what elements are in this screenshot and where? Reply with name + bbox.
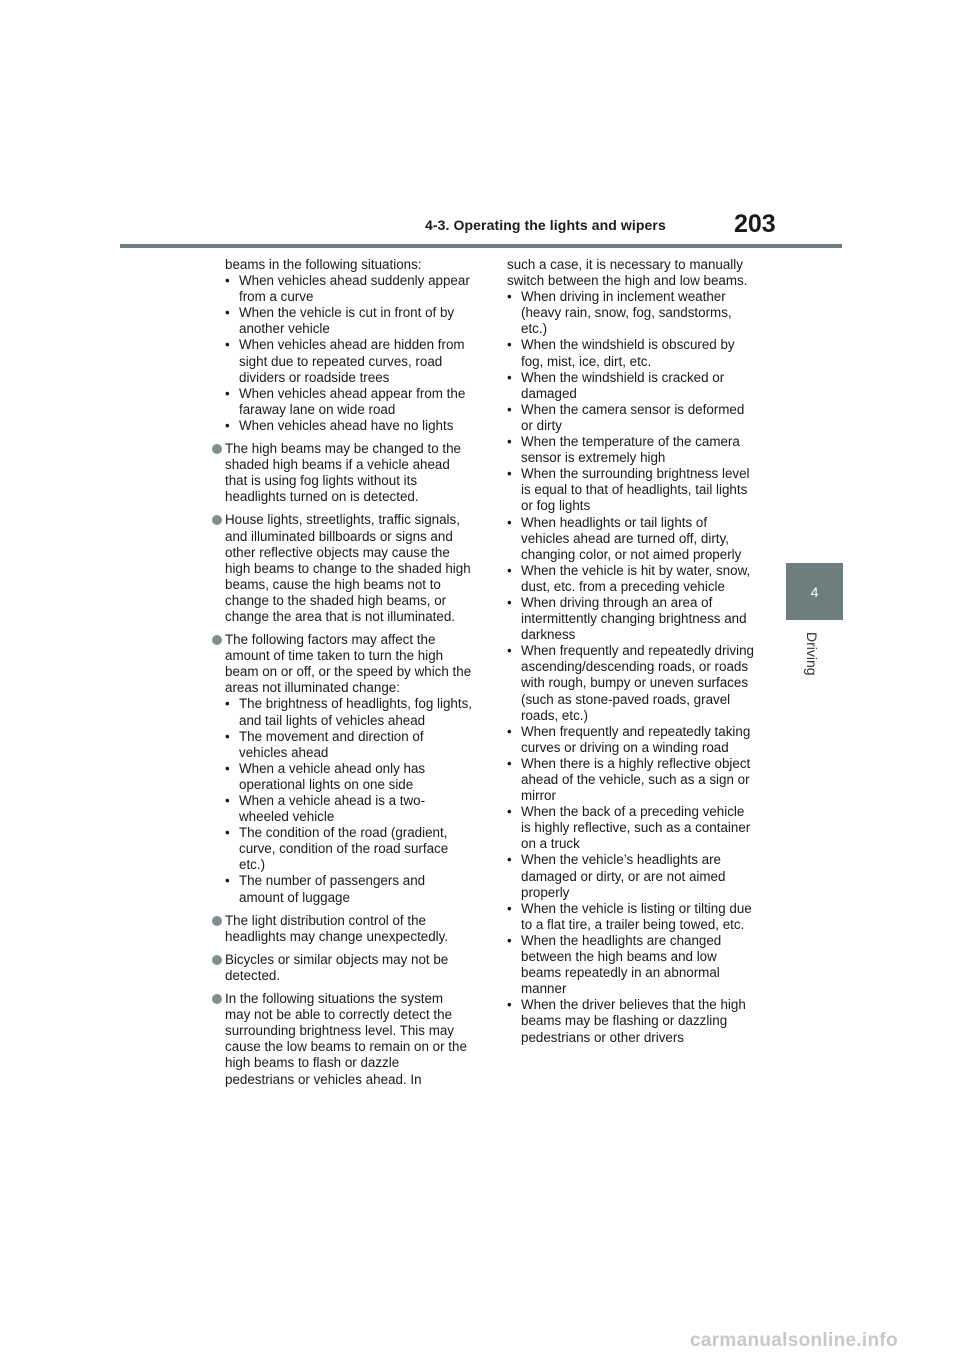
list-item: • When frequently and repeatedly driving ascending/descending roads, or roads with rough, bumpy or uneven surfaces (such as stone-paved roads, gravel roads, etc.) <box>507 643 754 723</box>
list-item: • When the windshield is obscured by fog, mist, ice, dirt, etc. <box>507 337 735 369</box>
bullet-dot-icon <box>212 515 222 525</box>
list-item: • When the back of a preceding vehicle is highly reflective, such as a container on a truck <box>507 804 751 852</box>
list-item: • When vehicles ahead appear from the faraway lane on wide road <box>225 385 466 417</box>
bullet-paragraph: In the following situations the system may not be able to correctly detect the surrounding brightness level. This may cause the low beams to remain on or the high beams to flash or dazzle pedestrians or vehicles ahead. In <box>212 991 472 1088</box>
list-item: • When the temperature of the camera sensor is extremely high <box>507 434 740 466</box>
list-item: • When there is a highly reflective object ahead of the vehicle, such as a sign or mirror <box>507 755 751 804</box>
continuation-text: such a case, it is necessary to manually switch between the high and low beams. <box>507 257 748 289</box>
list-item: • The movement and direction of vehicles ahead <box>225 728 424 760</box>
bullet-paragraph: Bicycles or similar objects may not be detected. <box>212 952 472 984</box>
bullet-paragraph: House lights, streetlights, traffic signals, and illuminated billboards or signs and other reflective objects may cause the high beams to change to the shaded high beams, cause the high beams not to change to the shaded high beams, or change the area that is not illuminated. <box>212 512 472 625</box>
list-item: • When driving through an area of intermittently changing brightness and darkness <box>507 594 747 643</box>
chapter-tab[interactable] <box>786 563 843 620</box>
list-item: • When a vehicle ahead only has operational lights on one side <box>225 760 426 792</box>
list-item: • When the vehicle is cut in front of by another vehicle <box>225 305 455 337</box>
list-item: • When the vehicle is listing or tilting due to a flat tire, a trailer being towed, etc. <box>507 900 752 932</box>
list-item: • When the vehicle is hit by water, snow, dust, etc. from a preceding vehicle <box>507 562 751 594</box>
list-item: • The number of passengers and amount of luggage <box>225 873 426 905</box>
list-item: • The brightness of headlights, fog lights, and tail lights of vehicles ahead <box>225 696 472 728</box>
list-item: • When vehicles ahead suddenly appear from a curve <box>225 273 470 305</box>
list-item: • When frequently and repeatedly taking curves or driving on a winding road <box>507 723 751 755</box>
factor-list <box>212 696 472 905</box>
bullet-dot-icon <box>212 916 222 926</box>
intro-list <box>212 273 472 434</box>
bullet-dot-icon <box>212 955 222 965</box>
list-item: • When the surrounding brightness level is equal to that of headlights, tail lights or fog lights <box>507 466 750 514</box>
header-divider <box>120 244 842 248</box>
bullet-dot-icon <box>212 994 222 1004</box>
list-item: • When the headlights are changed between the high beams and low beams repeatedly in an abnormal manner <box>507 932 722 997</box>
bullet-dot-icon <box>212 635 222 645</box>
section-title: 4-3. Operating the lights and wipers <box>425 217 666 233</box>
chapter-number: 4 <box>810 583 819 600</box>
list-item: • When the driver believes that the high beams may be flashing or dazzling pedestrians or other drivers <box>507 997 746 1045</box>
list-item: • When driving in inclement weather (heavy rain, snow, fog, sandstorms, etc.) <box>507 289 732 337</box>
bullet-paragraph: The high beams may be changed to the shaded high beams if a vehicle ahead that is using fog lights without its headlights turned on is detected. <box>212 441 472 505</box>
list-item: • When vehicles ahead are hidden from sight due to repeated curves, road dividers or roadside trees <box>225 337 465 385</box>
list-item: • When the camera sensor is deformed or dirty <box>507 401 745 433</box>
bullet-paragraph: The light distribution control of the headlights may change unexpectedly. <box>212 913 472 945</box>
left-column <box>212 257 472 1088</box>
right-column <box>494 257 754 1046</box>
list-item: • When the vehicle’s headlights are damaged or dirty, or are not aimed properly <box>507 852 726 900</box>
list-item: • When headlights or tail lights of vehicles ahead are turned off, dirty, changing color, or not aimed properly <box>507 514 742 562</box>
intro-text: beams in the following situations: <box>225 257 422 272</box>
watermark: carmanualsonline.info <box>690 1330 898 1351</box>
bullet-dot-icon <box>212 444 222 454</box>
bullet-paragraph: The following factors may affect the amount of time taken to turn the high beam on or off, or the speed by which the areas not illuminated change: <box>212 632 472 696</box>
situation-list <box>494 289 754 1045</box>
list-item: • When vehicles ahead have no lights <box>225 417 454 433</box>
page-number: 203 <box>734 210 776 238</box>
chapter-label: Driving <box>804 632 820 676</box>
list-item: • When a vehicle ahead is a two-wheeled vehicle <box>225 793 426 825</box>
list-item: • When the windshield is cracked or damaged <box>507 369 725 401</box>
list-item: • The condition of the road (gradient, curve, condition of the road surface etc.) <box>225 825 449 873</box>
